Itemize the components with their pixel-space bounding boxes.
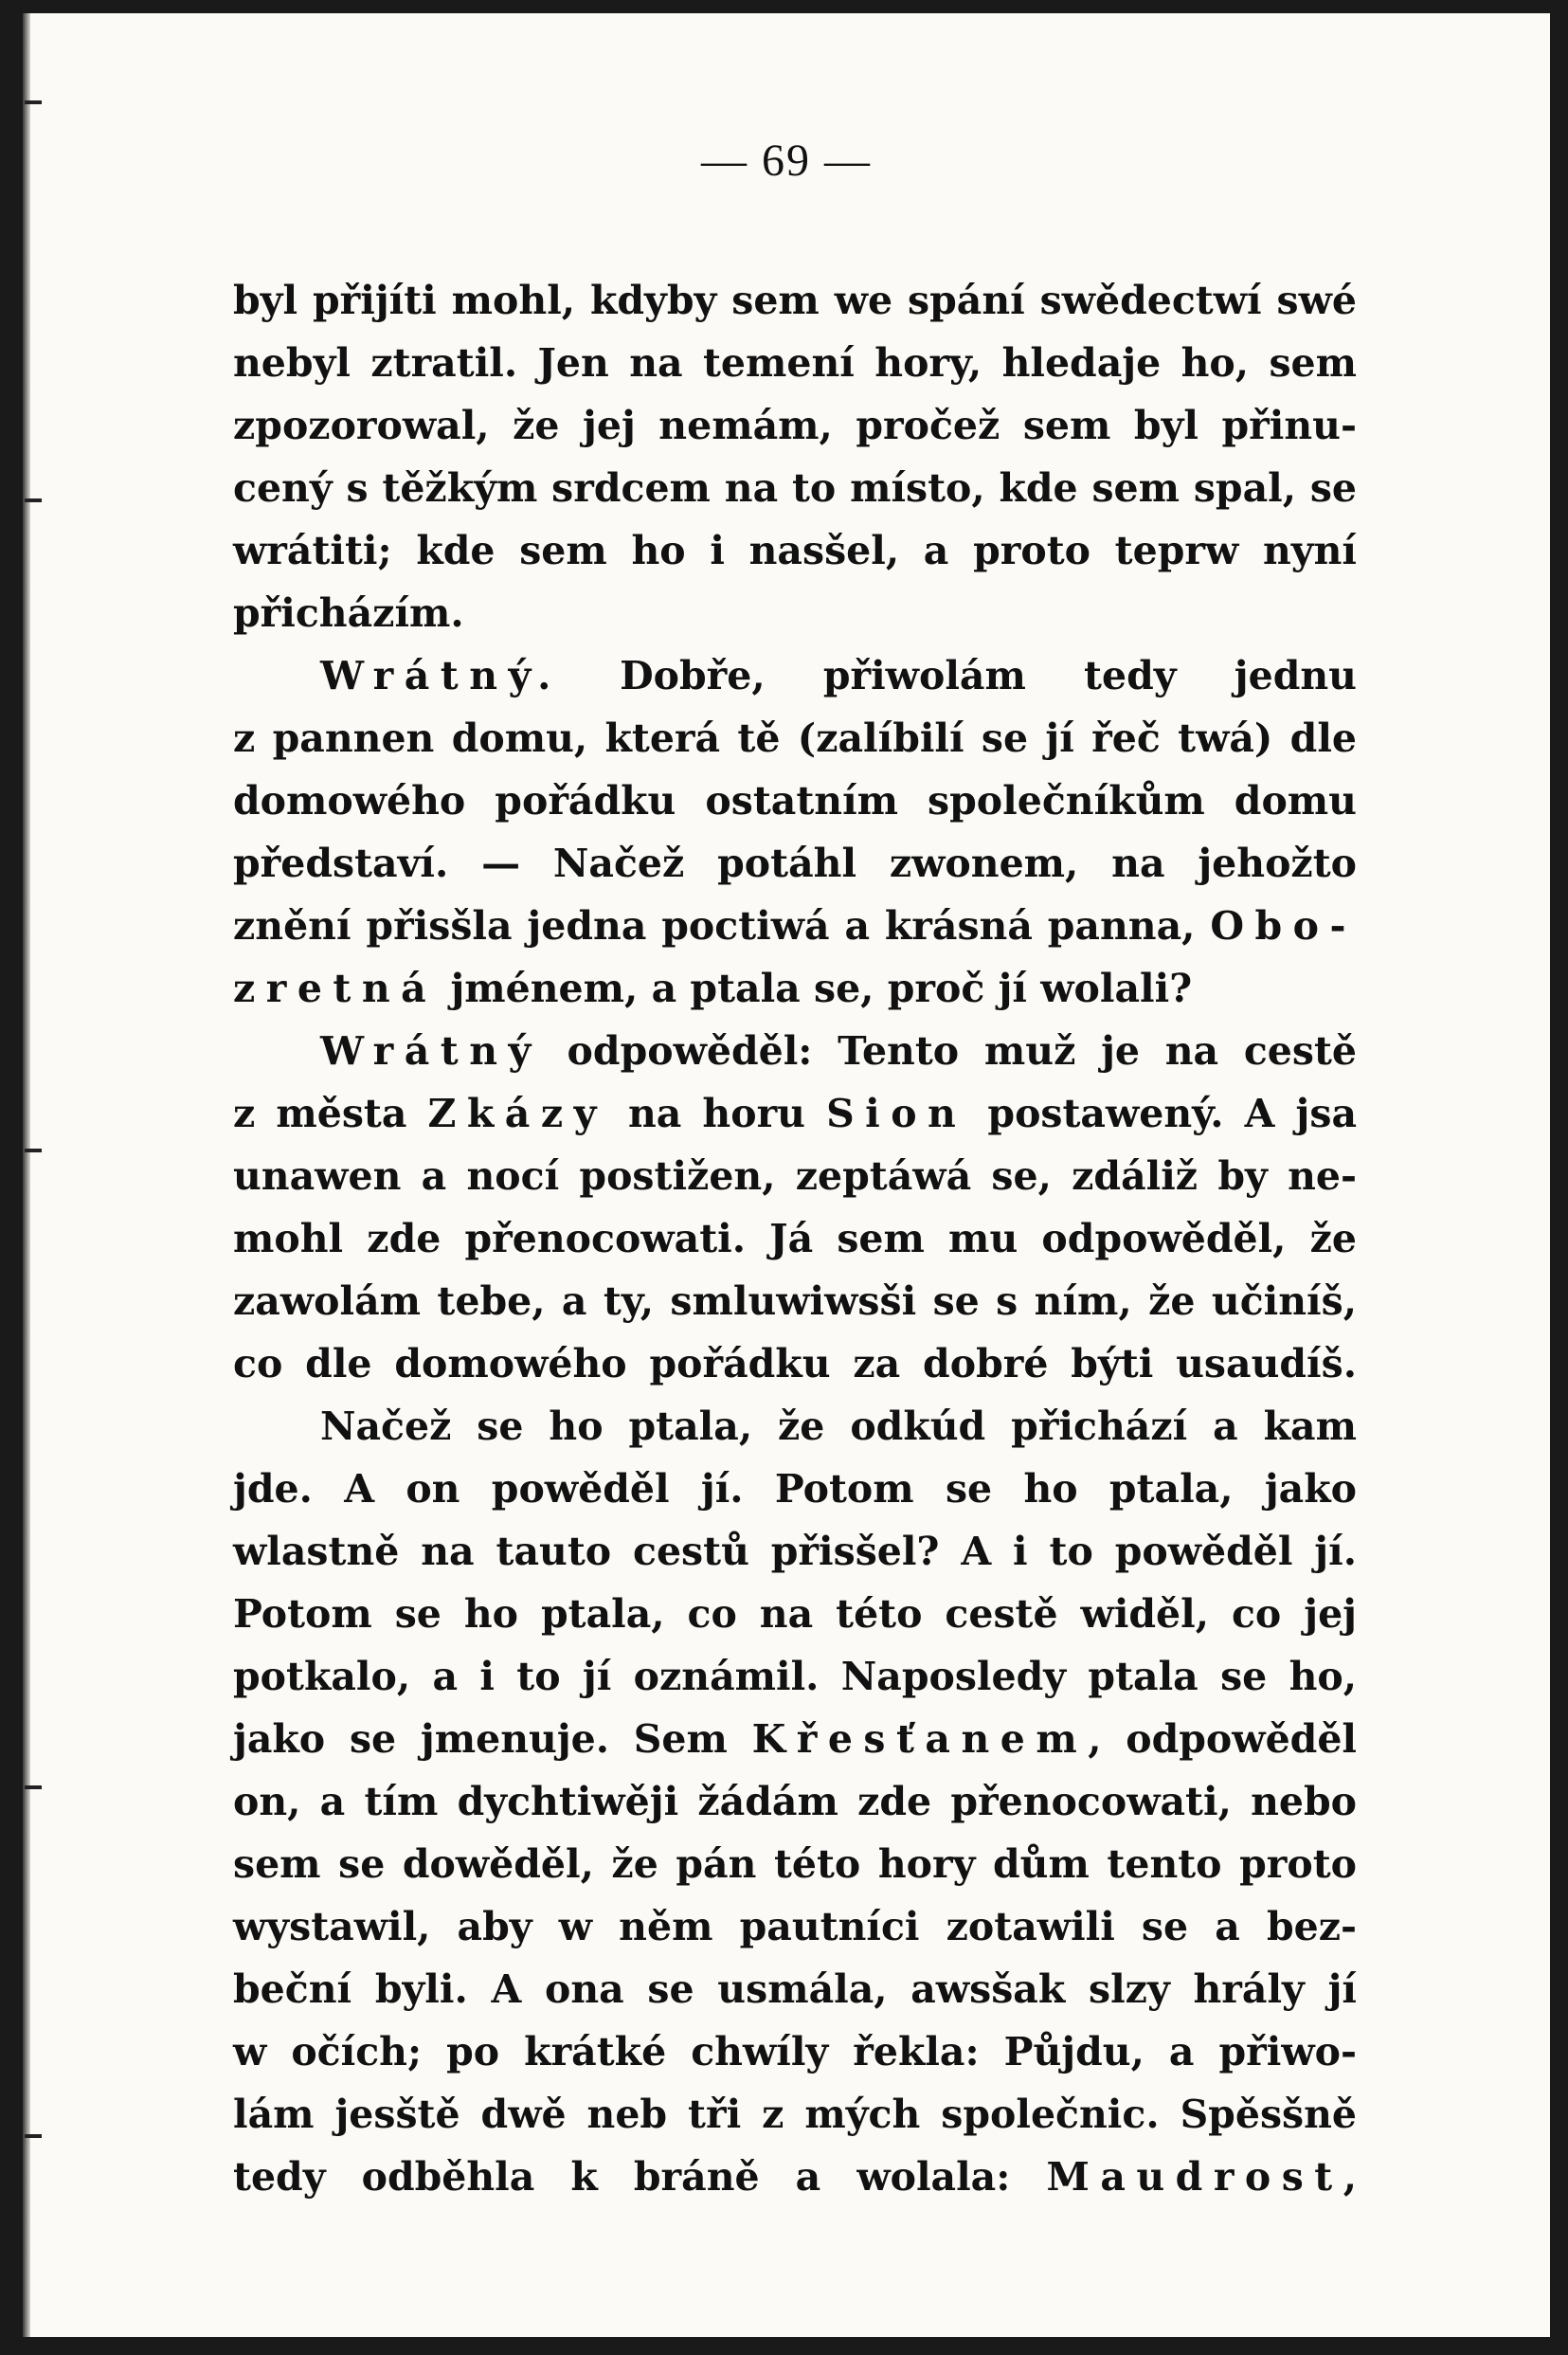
- text-segment: Dobře, přiwolám tedy jednu: [561, 653, 1357, 698]
- text-segment: beční byli. A ona se usmála, awsšak slzy hrály jí: [233, 1966, 1357, 2012]
- text-line: [233, 1270, 1357, 1332]
- text-line: [233, 1645, 1357, 1708]
- text-line: [233, 832, 1357, 895]
- text-line: [233, 2020, 1357, 2083]
- page-binding-edge: [23, 13, 30, 2337]
- spaced-name: Obo-: [1210, 903, 1357, 949]
- text-line: [233, 582, 1357, 644]
- text-line: [233, 1332, 1357, 1395]
- text-segment: zpozorowal, že jej nemám, pročež sem byl přinu-: [233, 403, 1357, 448]
- text-line: [233, 707, 1357, 770]
- text-segment: představí. — Načež potáhl zwonem, na jehožto: [233, 841, 1357, 886]
- text-segment: wrátiti; kde sem ho i nasšel, a proto teprw nyní: [233, 528, 1357, 573]
- text-segment: unawen a nocí postižen, zeptáwá se, zdáliž by ne-: [233, 1153, 1357, 1199]
- text-segment: domowého pořádku ostatním společníkům domu: [233, 778, 1357, 824]
- text-segment: nebyl ztratil. Jen na temení hory, hledaje ho, sem: [233, 340, 1357, 386]
- text-segment: přicházím.: [233, 590, 464, 636]
- text-segment: tedy odběhla k bráně a wolala:: [233, 2154, 1047, 2200]
- text-segment: cený s těžkým srdcem na to místo, kde sem spal, se: [233, 465, 1357, 511]
- spaced-name: Sion: [826, 1091, 967, 1136]
- text-line: [233, 2083, 1357, 2146]
- text-segment: w očích; po krátké chwíly řekla: Půjdu, a přiwo-: [233, 2029, 1357, 2074]
- text-segment: postawený. A jsa: [966, 1091, 1358, 1136]
- text-line: [233, 394, 1357, 457]
- edge-mark: [25, 2134, 42, 2138]
- text-line: [233, 1020, 1357, 1082]
- text-segment: lám jesště dwě neb tři z mých společnic. Spěsšně: [233, 2092, 1357, 2137]
- text-segment: Načež se ho ptala, že odkúd přichází a kam: [320, 1404, 1357, 1449]
- text-line: [233, 1833, 1357, 1895]
- text-segment: z pannen domu, která tě (zalíbilí se jí řeč twá) dle: [233, 716, 1357, 761]
- text-line: [233, 519, 1357, 582]
- text-line: [233, 644, 1357, 707]
- text-line: [233, 1583, 1357, 1645]
- spaced-name: Křesťanem: [751, 1716, 1089, 1762]
- text-line: [233, 1895, 1357, 1958]
- text-line: [233, 1770, 1357, 1833]
- text-segment: odpowěděl: Tento muž je na cestě: [541, 1028, 1357, 1074]
- spaced-name: Wrátný.: [320, 653, 562, 698]
- text-line: [233, 2146, 1357, 2208]
- text-line: [233, 1207, 1357, 1270]
- text-segment: jako se jmenuje. Sem: [233, 1716, 752, 1762]
- edge-mark: [25, 1785, 42, 1789]
- text-line: [233, 457, 1357, 519]
- edge-mark: [25, 498, 42, 502]
- text-line: [233, 1958, 1357, 2020]
- text-segment: Potom se ho ptala, co na této cestě widěl, co jej: [233, 1591, 1357, 1637]
- text-line: [233, 1395, 1357, 1458]
- book-page: [23, 13, 1550, 2337]
- text-segment: jménem, a ptala se, proč jí wolali?: [437, 966, 1193, 1011]
- spaced-name: Wrátný: [320, 1028, 542, 1074]
- page-number: — 69 —: [701, 136, 872, 186]
- text-segment: zawolám tebe, a ty, smluwiwsši se s ním, že učiníš,: [233, 1278, 1357, 1324]
- text-segment: sem se dowěděl, že pán této hory dům tento proto: [233, 1841, 1357, 1887]
- text-segment: on, a tím dychtiwěji žádám zde přenocowati, nebo: [233, 1779, 1357, 1824]
- text-segment: , odpowěděl: [1088, 1716, 1357, 1762]
- text-segment: znění přisšla jedna poctiwá a krásná panna,: [233, 903, 1211, 949]
- text-segment: potkalo, a i to jí oznámil. Naposledy ptala se ho,: [233, 1654, 1357, 1699]
- text-line: [233, 1458, 1357, 1520]
- text-segment: co dle domowého pořádku za dobré býti usaudíš.: [233, 1341, 1357, 1386]
- text-segment: na horu: [606, 1091, 827, 1136]
- text-line: [233, 957, 1357, 1020]
- text-segment: jde. A on powěděl jí. Potom se ho ptala, jako: [233, 1466, 1357, 1512]
- text-line: [233, 1520, 1357, 1583]
- text-line: [233, 332, 1357, 394]
- text-line: [233, 1145, 1357, 1207]
- text-line: [233, 895, 1357, 957]
- text-segment: byl přijíti mohl, kdyby sem we spání swědectwí swé: [233, 278, 1357, 323]
- text-segment: mohl zde přenocowati. Já sem mu odpowěděl, že: [233, 1216, 1357, 1261]
- body-text: [233, 269, 1357, 2208]
- text-line: [233, 1708, 1357, 1770]
- spaced-name: Zkázy: [427, 1091, 607, 1136]
- spaced-name: Maudrost: [1046, 2154, 1343, 2200]
- edge-mark: [25, 1149, 42, 1152]
- text-line: [233, 770, 1357, 832]
- text-segment: ,: [1343, 2154, 1357, 2200]
- text-segment: z města: [233, 1091, 428, 1136]
- text-segment: wlastně na tauto cestů přisšel? A i to powěděl jí.: [233, 1529, 1357, 1574]
- text-line: [233, 1082, 1357, 1145]
- text-segment: wystawil, aby w něm pautníci zotawili se a bez-: [233, 1904, 1357, 1949]
- text-line: [233, 269, 1357, 332]
- spaced-name: zretná: [233, 966, 438, 1011]
- edge-mark: [25, 100, 42, 104]
